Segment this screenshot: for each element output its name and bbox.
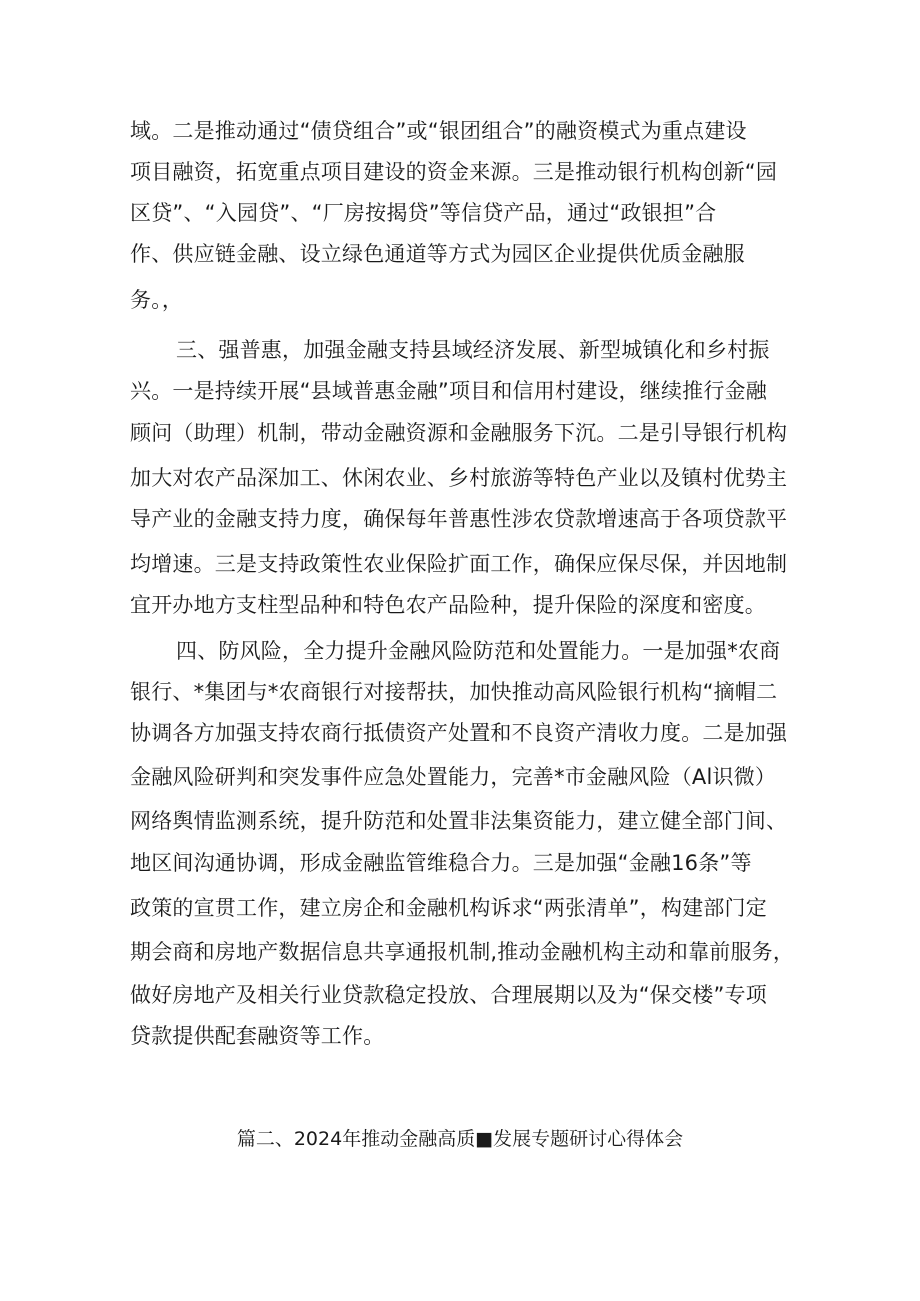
body-line: 地区间沟通协调，形成金融监管维稳合力。三是加强“金融16条”等 xyxy=(130,851,752,875)
body-line: 政策的宣贯工作，建立房企和金融机构诉求“两张清单”，构建部门定 xyxy=(130,896,767,920)
body-line: 兴。一是持续开展“县域普惠金融”项目和信用村建设，继续推行金融 xyxy=(130,379,767,403)
body-line: 域。二是推动通过“债贷组合”或“银团组合”的融资模式为重点建设 xyxy=(130,119,747,143)
body-line: 协调各方加强支持农商行抵债资产处置和不良资产清收力度。二是加强 xyxy=(130,721,788,745)
body-line: 银行、*集团与*农商银行对接帮扶，加快推动高风险银行机构“摘帽二 xyxy=(130,680,778,704)
body-line: 金融风险研判和突发事件应急处置能力，完善*市金融风险（Al识微） xyxy=(130,765,777,789)
body-line: 务。， xyxy=(130,288,184,312)
body-line: 顾问（助理）机制，带动金融资源和金融服务下沉。二是引导银行机构 xyxy=(130,421,788,445)
body-line: 宜开办地方支柱型品种和特色农产品险种，提升保险的深度和密度。 xyxy=(130,593,766,617)
body-line: 做好房地产及相关行业贷款稳定投放、合理展期以及为“保交楼”专项 xyxy=(130,983,767,1007)
section-heading: 篇二、2024年推动金融高质■发展专题研讨心得体会 xyxy=(236,1128,684,1150)
paragraph-start-line: 四、防风险，全力提升金融风险防范和处置能力。一是加强*农商 xyxy=(176,639,781,663)
body-line: 作、供应链金融、设立绿色通道等方式为园区企业提供优质金融服 xyxy=(130,242,745,266)
body-line: 项目融资，拓宽重点项目建设的资金来源。三是推动银行机构创新“园 xyxy=(130,160,778,184)
body-line: 网络舆情监测系统，提升防范和处置非法集资能力，建立健全部门间、 xyxy=(130,809,788,833)
body-line: 导产业的金融支持力度，确保每年普惠性涉农贷款增速高于各项贷款平 xyxy=(130,507,788,531)
paragraph-start-line: 三、强普惠，加强金融支持县域经济发展、新型城镇化和乡村振 xyxy=(176,338,770,362)
body-line: 区贷”、“入园贷”、“厂房按揭贷”等信贷产品，通过“政银担”合 xyxy=(130,201,717,225)
body-line: 均增速。三是支持政策性农业保险扩面工作，确保应保尽保，并因地制 xyxy=(130,552,788,576)
body-line: 加大对农产品深加工、休闲农业、乡村旅游等特色产业以及镇村优势主 xyxy=(130,466,788,490)
body-line: 贷款提供配套融资等工作。 xyxy=(130,1024,385,1048)
body-line: 期会商和房地产数据信息共享通报机制,推动金融机构主动和靠前服务， xyxy=(130,940,795,964)
